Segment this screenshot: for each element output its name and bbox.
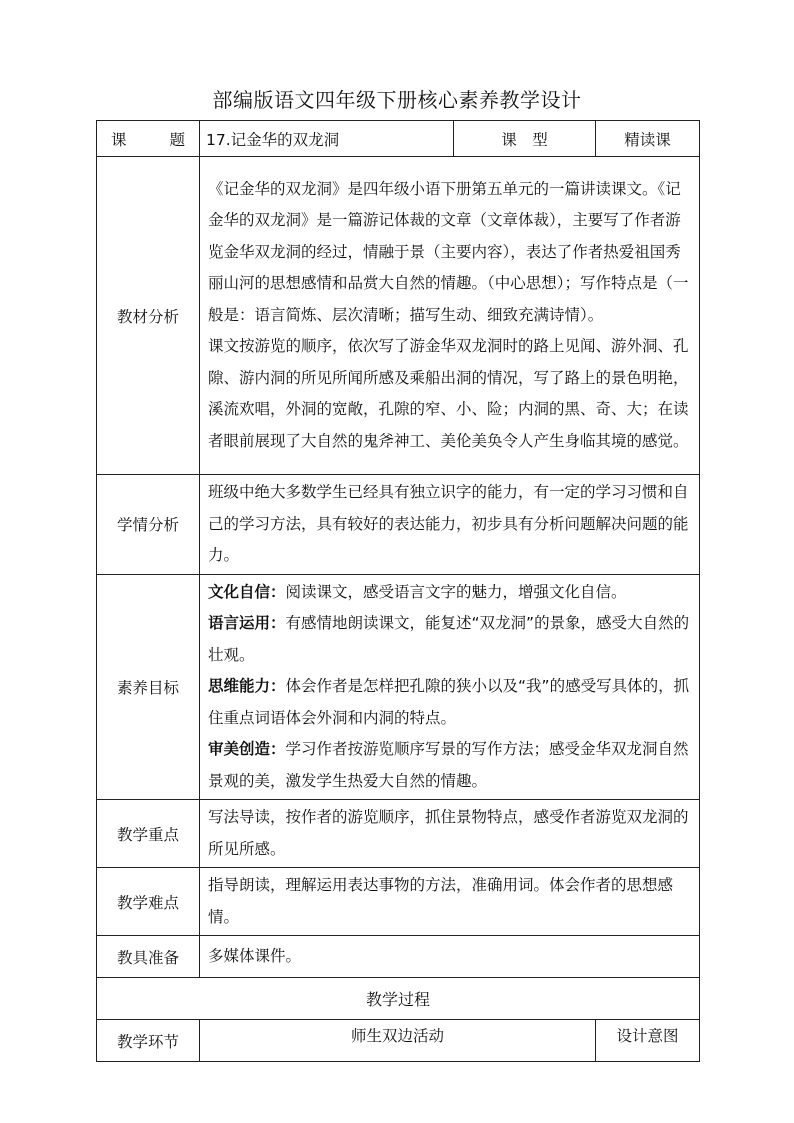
goal-text: 有感情地朗读课文，能复述“双龙洞”的景象，感受大自然的壮观。 xyxy=(208,614,690,664)
stage-column-header: 教学环节 xyxy=(97,1020,200,1062)
material-row xyxy=(97,157,700,475)
learner-label: 学情分析 xyxy=(97,475,200,575)
goal-text: 体会作者是怎样把孔隙的狭小以及“我”的感受写具体的，抓住重点词语体会外洞和内洞的特点。 xyxy=(208,677,690,727)
goal-item xyxy=(208,671,691,734)
process-header-row xyxy=(97,1020,700,1062)
type-value: 精读课 xyxy=(596,121,700,157)
goals-row xyxy=(97,574,700,800)
material-paragraph-1: 《记金华的双龙洞》是四年级小语下册第五单元的一篇讲读课文。《记金华的双龙洞》是一篇游记体裁的文章（文章体裁），主要写了作者游览金华双龙洞的经过，情融于景（主要内容），表达了作者热爱祖国秀丽山河的思想感情和品赏大自然的情趣。（中心思想）；写作特点是（一般是：语言简炼、层次清晰；描写生动、细致充满诗情）。 xyxy=(208,179,689,324)
goal-item xyxy=(208,608,691,671)
tools-row xyxy=(97,936,700,978)
intent-column-header: 设计意图 xyxy=(596,1020,700,1062)
process-title: 教学过程 xyxy=(97,978,700,1020)
topic-label: 课 题 xyxy=(97,121,200,157)
goal-head: 审美创造： xyxy=(208,740,286,758)
goal-head: 思维能力： xyxy=(208,677,286,695)
key-points-label: 教学重点 xyxy=(97,800,200,868)
tools-content: 多媒体课件。 xyxy=(200,936,700,978)
tools-label: 教具准备 xyxy=(97,936,200,978)
difficulties-row xyxy=(97,868,700,936)
topic-value: 17.记金华的双龙洞 xyxy=(200,121,454,157)
type-label: 课 型 xyxy=(454,121,596,157)
goal-item xyxy=(208,734,691,797)
key-points-row xyxy=(97,800,700,868)
goal-item xyxy=(208,577,691,609)
goal-head: 语言运用： xyxy=(208,614,286,632)
difficulties-content: 指导朗读，理解运用表达事物的方法，准确用词。体会作者的思想感情。 xyxy=(200,868,700,936)
material-content xyxy=(200,157,700,475)
process-title-row xyxy=(97,978,700,1020)
goal-text: 阅读课文，感受语言文字的魅力，增强文化自信。 xyxy=(285,582,627,601)
material-label: 教材分析 xyxy=(97,157,200,475)
key-points-content: 写法导读，按作者的游览顺序，抓住景物特点，感受作者游览双龙洞的所见所感。 xyxy=(200,800,700,868)
learner-row xyxy=(97,475,700,575)
page-title: 部编版语文四年级下册核心素养教学设计 xyxy=(212,88,582,112)
goal-text: 学习作者按游览顺序写景的写作方法；感受金华双龙洞自然景观的美，激发学生热爱大自然的情趣。 xyxy=(208,740,689,790)
goal-head: 文化自信： xyxy=(208,582,286,601)
material-paragraph-2: 课文按游览的顺序，依次写了游金华双龙洞时的路上见闻、游外洞、孔隙、游内洞的所见所闻所感及乘船出洞的情况，写了路上的景色明艳，溪流欢唱，外洞的宽敞，孔隙的窄、小、险；内洞的黑、奇、大；在读者眼前展现了大自然的鬼斧神工、美伦美奂令人产生身临其境的感觉。 xyxy=(208,337,689,450)
difficulties-label: 教学难点 xyxy=(97,868,200,936)
lesson-plan-table xyxy=(96,120,700,1062)
activity-column-header: 师生双边活动 xyxy=(200,1020,596,1062)
goals-content xyxy=(200,574,700,800)
learner-content: 班级中绝大多数学生已经具有独立识字的能力，有一定的学习习惯和自己的学习方法，具有较好的表达能力，初步具有分析问题解决问题的能力。 xyxy=(200,475,700,575)
goals-label: 素养目标 xyxy=(97,574,200,800)
header-row xyxy=(97,121,700,157)
